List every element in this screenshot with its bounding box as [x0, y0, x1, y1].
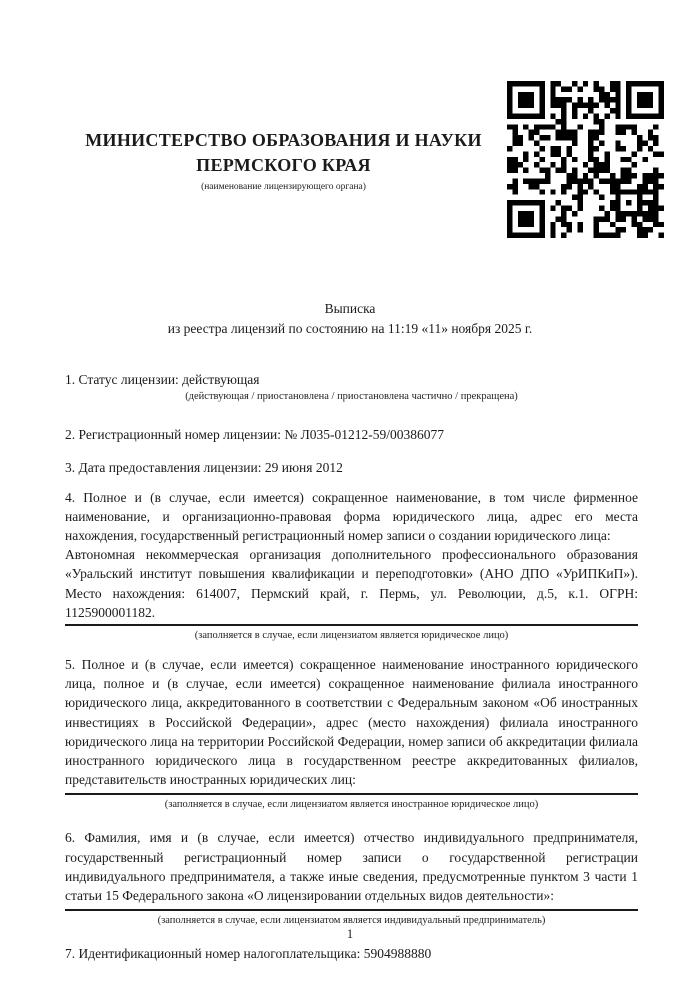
foreign-entity-fill-line: [65, 793, 638, 795]
item-foreign-entity-question: 5. Полное и (в случае, если имеется) сокращенное наименование иностранного юридического лица, полное и (в случае, если имеется) сокращенное наименование филиала иностранного юридического лица, аккредитованного в соответствии с Федеральным законом «Об иностранных инвестициях в Российской Федерации», адрес (место нахождения) филиала иностранного юридического лица на территории Российской Федерации, номер записи об аккредитации филиала иностранного юридического лица в государственном реестре аккредитованных филиалов, представительств иностранных юридических лиц:: [65, 657, 638, 788]
item-registration-number: 2. Регистрационный номер лицензии: № Л035-01212-59/00386077: [65, 427, 445, 443]
qr-code: [507, 81, 664, 238]
item-individual-entrepreneur-question: 6. Фамилия, имя и (в случае, если имеется) отчество индивидуального предпринимателя, государственный регистрационный номер записи о государственной регистрации индивидуального предпринимателя, а также иные сведения, предусмотренные пунктом 3 части 1 статьи 15 Федерального закона «О лицензировании отдельных видов деятельности»:: [65, 830, 638, 904]
ministry-name: МИНИСТЕРСТВО ОБРАЗОВАНИЯ И НАУКИ ПЕРМСКОГО КРАЯ: [85, 130, 482, 175]
document-title-line2: из реестра лицензий по состоянию на 11:19 «11» ноября 2025 г.: [167, 321, 533, 336]
document-title: [62, 299, 638, 339]
item-license-status-note: (действующая / приостановлена / приостановлена частично / прекращена): [185, 391, 518, 403]
item-foreign-entity-note: (заполняется в случае, если лицензиатом является иностранное юридическое лицо): [164, 799, 539, 811]
item-individual-entrepreneur-note: (заполняется в случае, если лицензиатом является индивидуальный предприниматель): [157, 915, 546, 927]
page-number: 1: [346, 927, 354, 941]
item-grant-date: 3. Дата предоставления лицензии: 29 июня 2012: [65, 460, 343, 476]
item-legal-entity-value: Автономная некоммерческая организация дополнительного профессионального образования «Уральский институт повышения квалификации и переподготовки» (АНО ДПО «УрИПКиП»). Место нахождения: 614007, Пермский край, г. Пермь, ул. Революции, д.5, к.1. ОГРН: 1125900001182.: [65, 547, 638, 620]
document-title-line1: Выписка: [324, 301, 376, 316]
item-legal-entity-note: (заполняется в случае, если лицензиатом является юридическое лицо): [194, 630, 509, 642]
item-legal-entity-question: 4. Полное и (в случае, если имеется) сокращенное наименование, в том числе фирменное наименование, и организационно-правовая форма юридического лица, адрес его места нахождения, государственный регистрационный номер записи о создании юридического лица:: [65, 489, 638, 544]
item-taxpayer-number: 7. Идентификационный номер налогоплательщика: 5904988880: [65, 946, 432, 962]
extract-items: [65, 370, 638, 963]
licensing-authority-header: [62, 128, 505, 192]
ministry-caption: (наименование лицензирующего органа): [201, 182, 366, 192]
item-license-status: 1. Статус лицензии: действующая: [65, 372, 260, 387]
legal-entity-fill-line: [65, 624, 638, 626]
individual-entrepreneur-fill-line: [65, 909, 638, 911]
